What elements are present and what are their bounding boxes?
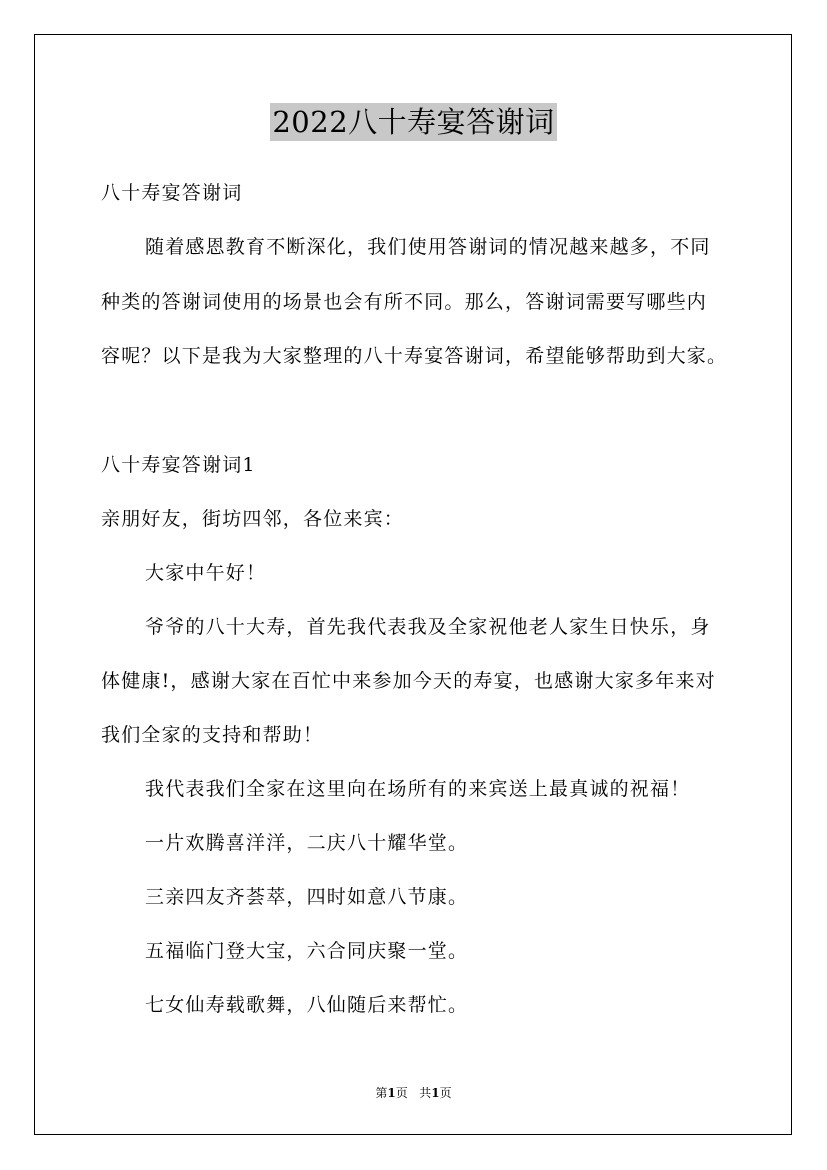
verse-1: 一片欢腾喜洋洋，二庆八十耀华堂。 bbox=[145, 832, 469, 854]
para1-line-1: 爷爷的八十大寿，首先我代表我及全家祝他老人家生日快乐，身 bbox=[145, 616, 711, 638]
para2: 我代表我们全家在这里向在场所有的来宾送上最真诚的祝福！ bbox=[145, 778, 691, 800]
title-container bbox=[0, 103, 827, 141]
footer-total-number: 1 bbox=[431, 1086, 440, 1100]
section-heading: 八十寿宴答谢词1 bbox=[101, 454, 256, 476]
para1-line-2: 体健康!，感谢大家在百忙中来参加今天的寿宴，也感谢大家多年来对 bbox=[101, 670, 716, 692]
page-footer bbox=[0, 1086, 827, 1100]
greeting: 大家中午好！ bbox=[145, 562, 267, 584]
footer-page-number: 1 bbox=[387, 1086, 396, 1100]
footer-total-suffix: 页 bbox=[439, 1086, 452, 1100]
intro-line-3: 容呢？以下是我为大家整理的八十寿宴答谢词，希望能够帮助到大家。 bbox=[101, 345, 728, 367]
footer-page-suffix: 页 bbox=[395, 1086, 408, 1100]
footer-page-label: 第 bbox=[375, 1086, 388, 1100]
footer-total-label: 共 bbox=[419, 1086, 432, 1100]
intro-line-2: 种类的答谢词使用的场景也会有所不同。那么，答谢词需要写哪些内 bbox=[101, 291, 708, 313]
salutation: 亲朋好友，街坊四邻，各位来宾： bbox=[101, 508, 405, 530]
intro-line-1: 随着感恩教育不断深化，我们使用答谢词的情况越来越多，不同 bbox=[145, 236, 711, 258]
para1-line-3: 我们全家的支持和帮助！ bbox=[101, 724, 324, 746]
verse-4: 七女仙寿载歌舞，八仙随后来帮忙。 bbox=[145, 994, 469, 1016]
verse-2: 三亲四友齐荟萃，四时如意八节康。 bbox=[145, 886, 469, 908]
subtitle: 八十寿宴答谢词 bbox=[101, 182, 243, 204]
verse-3: 五福临门登大宝，六合同庆聚一堂。 bbox=[145, 940, 469, 962]
document-title: 2022八十寿宴答谢词 bbox=[272, 105, 555, 139]
